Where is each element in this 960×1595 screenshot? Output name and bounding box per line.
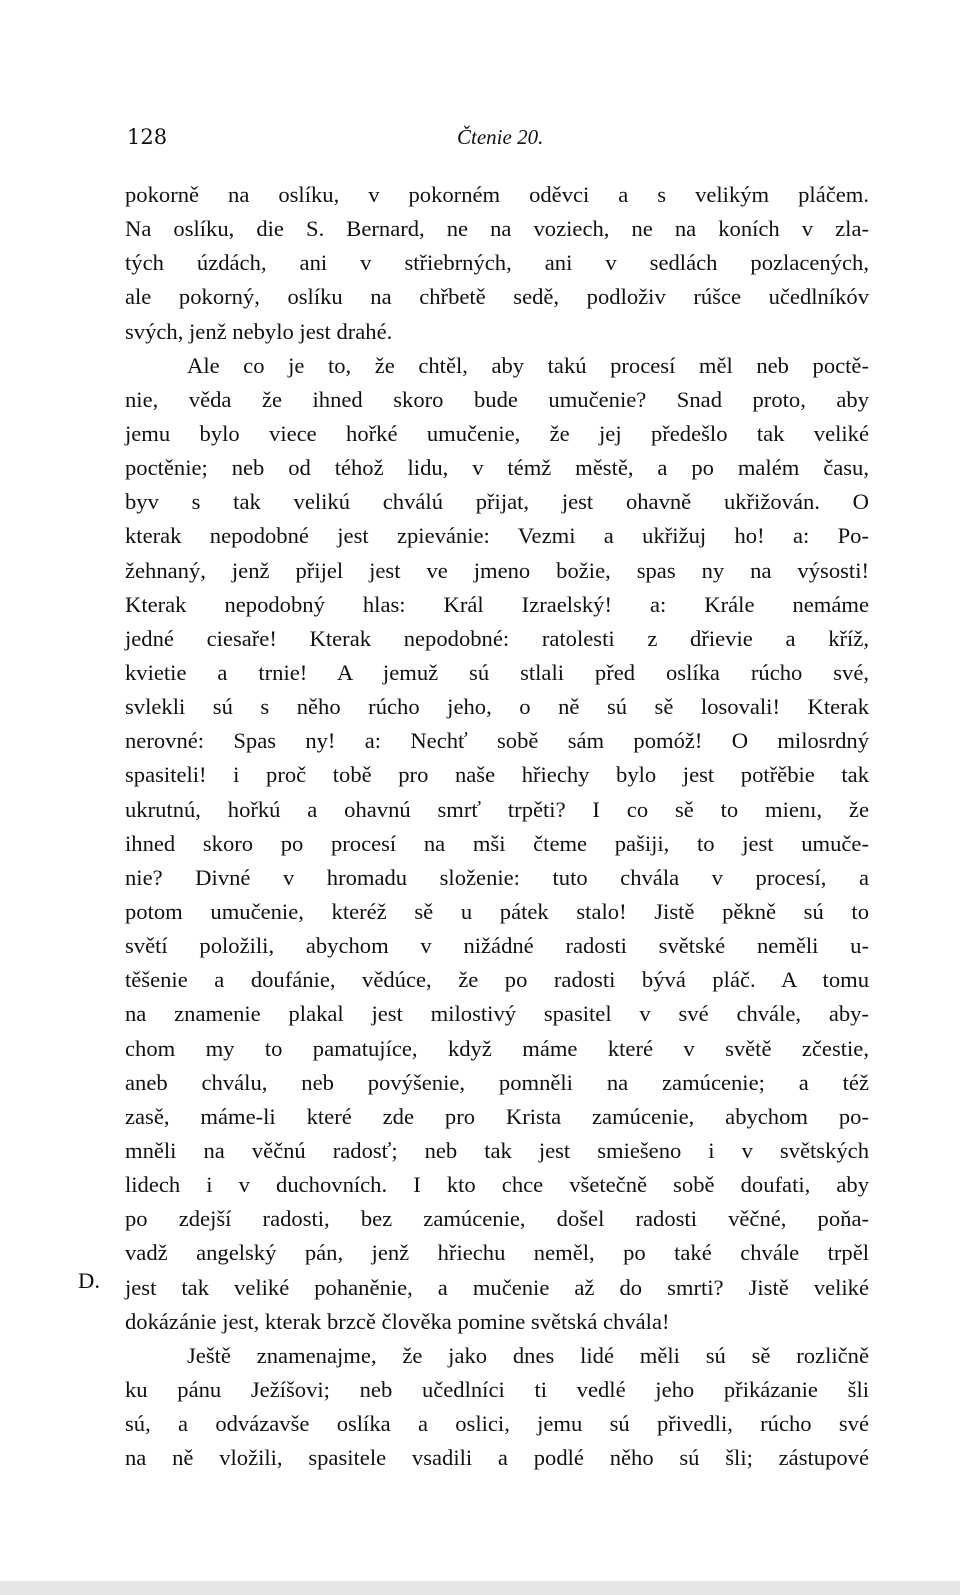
text-line: chom my to pamatujíce, když máme které v světě zčestie,	[125, 1035, 869, 1061]
text-line: potom umučenie, kteréž sě u pátek stalo! Jistě pěkně sú to	[125, 898, 869, 924]
text-line: ku pánu Ježíšovi; neb učedlníci ti vedlé jeho přikázanie šli	[125, 1376, 869, 1402]
text-line: jemu bylo viece hořké umučenie, že jej předešlo tak veliké	[125, 420, 869, 446]
text-line: jest tak veliké pohaněnie, a mučenie až do smrti? Jistě veliké	[125, 1274, 869, 1300]
text-line: Ale co je to, že chtěl, aby takú procesí měl neb poctě-	[187, 352, 869, 378]
text-line: kvietie a trnie! A jemuž sú stlali před oslíka rúcho své,	[125, 659, 869, 685]
text-line: sú, a odvázavše oslíka a oslici, jemu sú přivedli, rúcho své	[125, 1411, 869, 1437]
text-line: světí položili, abychom v nižádné radosti světské neměli u-	[125, 933, 869, 959]
text-line: pokorně na oslíku, v pokorném oděvci a s velikým pláčem.	[125, 182, 869, 207]
running-title: Čtenie 20.	[457, 125, 544, 149]
text-line: zasě, máme-li které zde pro Krista zamúcenie, abychom po-	[125, 1103, 869, 1129]
body-text	[125, 178, 869, 1475]
text-line: nerovné: Spas ny! a: Nechť sobě sám pomóž! O milosrdný	[125, 728, 869, 754]
text-line: nie? Divné v hromadu složenie: tuto chvála v procesí, a	[125, 864, 869, 890]
text-line: vadž angelský pán, jenž hřiechu neměl, po také chvále trpěl	[125, 1240, 869, 1266]
text-line: Ještě znamenajme, že jako dnes lidé měli sú sě rozličně	[187, 1342, 869, 1368]
text-line: ihned skoro po procesí na mši čteme pašiji, to jest umuče-	[125, 830, 869, 856]
text-line: na znamenie plakal jest milostivý spasitel v své chvále, aby-	[125, 1001, 869, 1027]
text-line: jedné ciesaře! Kterak nepodobné: ratolesti z dřievie a kříž,	[125, 625, 869, 651]
page-number: 128	[127, 125, 168, 149]
text-line: svých, jenž nebylo jest drahé.	[125, 318, 393, 344]
margin-note: D.	[78, 1268, 100, 1293]
text-line: kterak nepodobné jest zpievánie: Vezmi a ukřižuj ho! a: Po-	[125, 523, 869, 549]
text-line: aneb chválu, neb povýšenie, pomněli na zamúcenie; a též	[125, 1069, 869, 1095]
text-line: žehnaný, jenž přijel jest ve jmeno božie, spas ny na výsosti!	[125, 557, 869, 583]
text-line: ale pokorný, oslíku na chřbetě sedě, podloživ rúšce učedlníkóv	[125, 284, 869, 310]
text-line: byv s tak velikú chválú přijat, jest ohavně ukřižován. O	[125, 489, 869, 515]
text-line: tých úzdách, ani v střiebrných, ani v sedlách pozlacených,	[125, 250, 869, 276]
scan-bottom-edge	[0, 1581, 960, 1595]
text-line: ukrutnú, hořkú a ohavnú smrť trpěti? I co sě to mienı, že	[125, 796, 869, 822]
text-line: po zdejší radosti, bez zamúcenie, došel radosti věčné, poňa-	[125, 1206, 869, 1232]
text-line: na ně vložili, spasitele vsadili a podlé něho sú šli; zástupové	[125, 1445, 869, 1471]
text-line: svlekli sú s něho rúcho jeho, o ně sú sě losovali! Kterak	[125, 694, 869, 720]
text-line: spasiteli! i proč tobě pro naše hřiechy bylo jest potřěbie tak	[125, 762, 869, 788]
text-line: Kterak nepodobný hlas: Král Izraelský! a: Krále nemáme	[125, 591, 869, 617]
text-line: mněli na věčnú radosť; neb tak jest smiešeno i v světských	[125, 1137, 869, 1163]
text-line: Na oslíku, die S. Bernard, ne na voziech, ne na koních v zla-	[125, 216, 869, 242]
page-header	[127, 120, 869, 154]
text-line: těšenie a doufánie, vědúce, že po radosti bývá pláč. A tomu	[125, 967, 869, 993]
text-line: dokázánie jest, kterak brzcě člověka pomine světská chvála!	[125, 1308, 670, 1334]
text-line: nie, věda že ihned skoro bude umučenie? Snad proto, aby	[125, 386, 869, 412]
text-line: poctěnie; neb od téhož lidu, v témž městě, a po malém času,	[125, 455, 869, 481]
text-line: lidech i v duchovních. I kto chce všetečně sobě doufati, aby	[125, 1172, 869, 1198]
